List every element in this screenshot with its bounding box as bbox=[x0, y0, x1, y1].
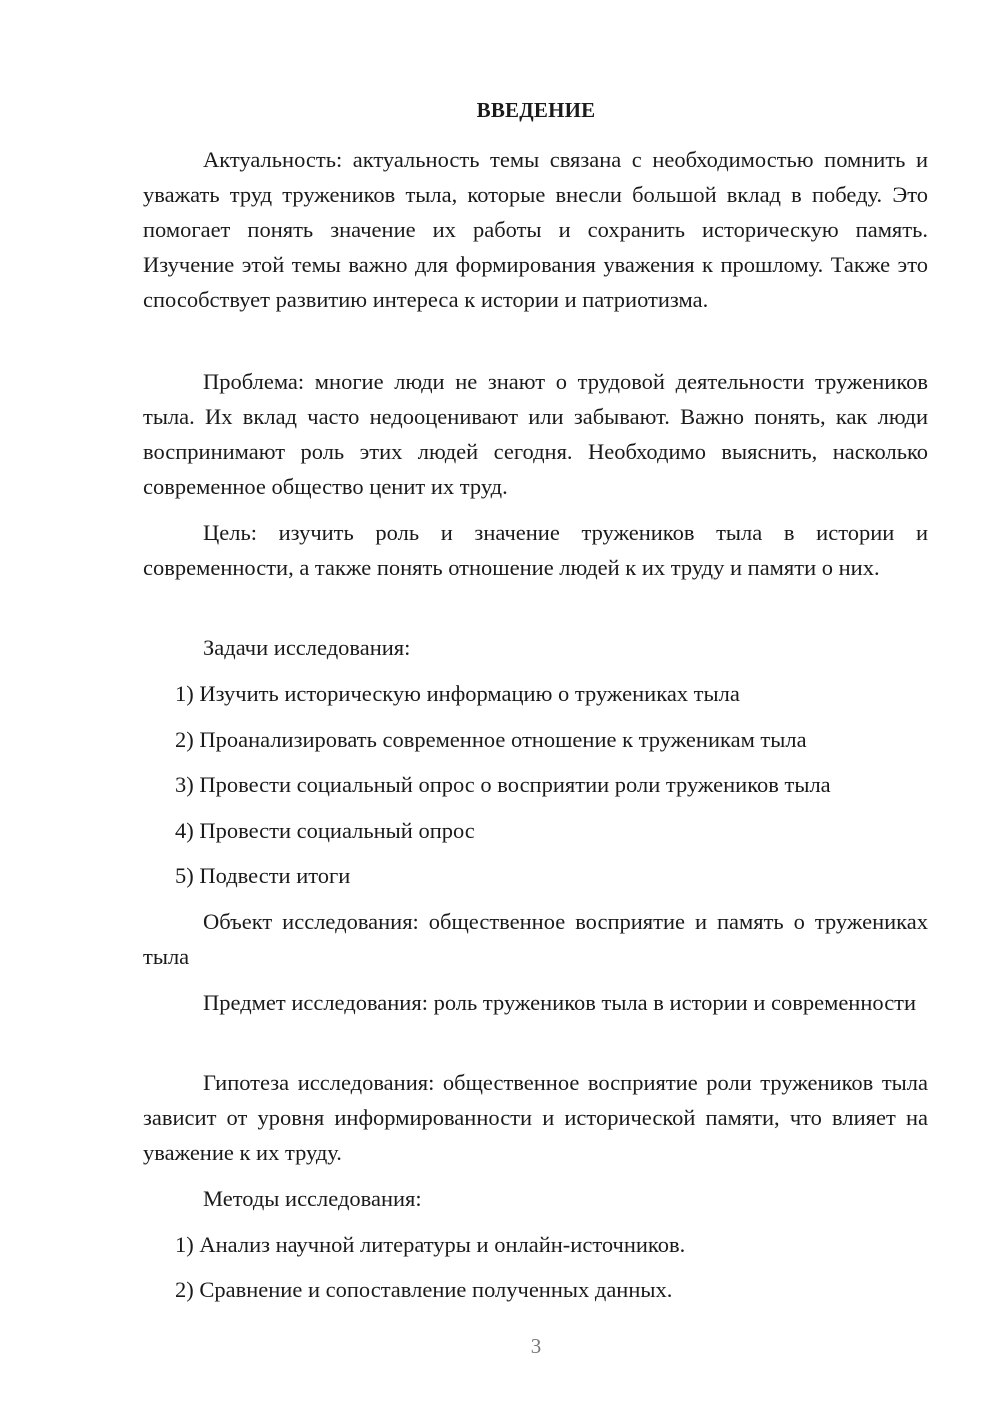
task-item: 1) Изучить историческую информацию о тружениках тыла bbox=[175, 681, 740, 706]
task-item: 2) Проанализировать современное отношение к труженикам тыла bbox=[175, 727, 807, 752]
task-item: 3) Провести социальный опрос о восприятии роли тружеников тыла bbox=[175, 772, 831, 797]
page-number: 3 bbox=[530, 1334, 542, 1358]
hypothesis-paragraph: Гипотеза исследования: общественное восприятие роли тружеников тыла зависит от уровня информированности и исторической памяти, что влияет на уважение к их труду. bbox=[143, 1070, 928, 1165]
tasks-heading: Задачи исследования: bbox=[203, 635, 411, 660]
goal-paragraph: Цель: изучить роль и значение тружеников тыла в истории и современности, а также понять отношение людей к их труду и памяти о них. bbox=[143, 520, 928, 580]
section-title: ВВЕДЕНИЕ bbox=[476, 98, 596, 122]
relevance-paragraph: Актуальность: актуальность темы связана с необходимостью помнить и уважать труд тружеников тыла, которые внесли большой вклад в победу. Это помогает понять значение их работы и сохранить историческую память. Изучение этой темы важно для формирования уважения к прошлому. Также это способствует развитию интереса к истории и патриотизма. bbox=[143, 147, 928, 312]
problem-paragraph: Проблема: многие люди не знают о трудовой деятельности тружеников тыла. Их вклад часто недооценивают или забывают. Важно понять, как люди воспринимают роль этих людей сегодня. Необходимо выяснить, насколько современное общество ценит их труд. bbox=[143, 369, 928, 499]
task-item: 4) Провести социальный опрос bbox=[175, 818, 475, 843]
object-paragraph: Объект исследования: общественное восприятие и память о тружениках тыла bbox=[143, 909, 928, 969]
methods-heading: Методы исследования: bbox=[203, 1186, 422, 1211]
task-item: 5) Подвести итоги bbox=[175, 863, 351, 888]
method-item: 2) Сравнение и сопоставление полученных данных. bbox=[175, 1277, 673, 1302]
subject-paragraph: Предмет исследования: роль тружеников тыла в истории и современности bbox=[203, 990, 917, 1015]
method-item: 1) Анализ научной литературы и онлайн-источников. bbox=[175, 1232, 686, 1257]
